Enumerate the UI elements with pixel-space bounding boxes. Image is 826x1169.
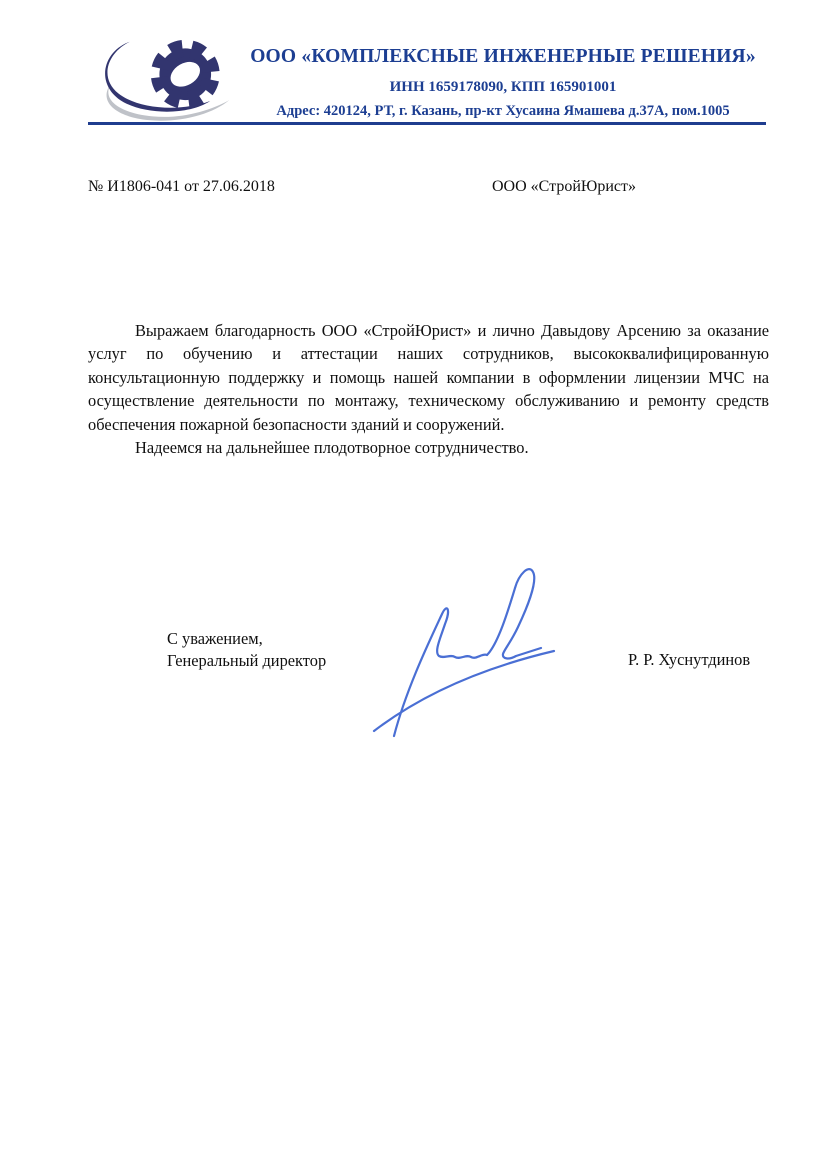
- gear-swoosh-logo-icon: [94, 36, 244, 124]
- body-paragraph-2: Надеемся на дальнейшее плодотворное сотрудничество.: [135, 438, 529, 458]
- letterhead: [88, 34, 766, 125]
- company-name: ООО «КОМПЛЕКСНЫЕ ИНЖЕНЕРНЫЕ РЕШЕНИЯ»: [250, 46, 756, 67]
- signatory-name: Р. Р. Хуснутдинов: [628, 650, 751, 669]
- letter-body: [88, 319, 769, 459]
- inn-kpp-line: ИНН 1659178090, КПП 165901001: [389, 79, 617, 95]
- handwritten-signature-icon: [356, 556, 568, 744]
- letterhead-text-block: [243, 46, 763, 120]
- address-line: Адрес: 420124, РТ, г. Казань, пр-кт Хусаина Ямашева д.37А, пом.1005: [276, 103, 730, 119]
- body-paragraph-1: Выражаем благодарность ООО «СтройЮрист» и лично Давыдову Арсению за оказание услуг по обучению и аттестации наших сотрудников, высококвалифицированную консультационную поддержку и помощь нашей компании в оформлении лицензии МЧС на осуществление деятельности по монтажу, техническому обслуживанию и ремонту средств обеспечения пожарной безопасности зданий и сооружений.: [88, 321, 769, 434]
- signatory-position: Генеральный директор: [167, 651, 327, 670]
- recipient-name: ООО «СтройЮрист»: [492, 178, 636, 195]
- signature-closing: С уважением,: [167, 629, 263, 648]
- reference-row: [88, 178, 768, 200]
- reference-number: № И1806-041 от 27.06.2018: [88, 178, 275, 195]
